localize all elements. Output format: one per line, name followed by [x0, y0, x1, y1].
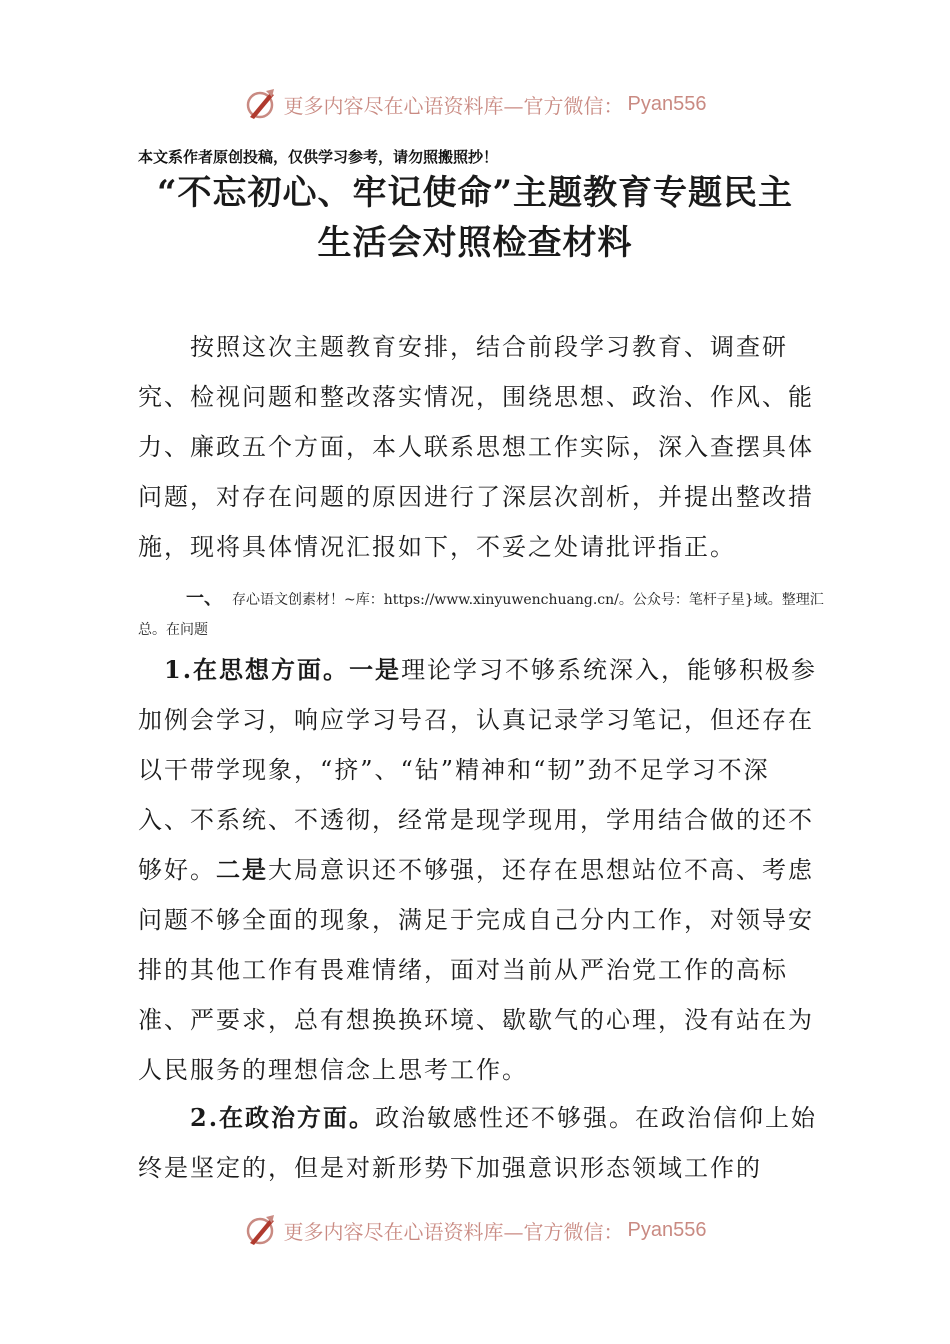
document-title [0, 168, 950, 268]
item-2-text: 政治敏感性还不够强。在政治信仰上始终是坚定的，但是对新形势下加强意识形态领域工作的 [138, 1104, 818, 1182]
pen-logo-icon [244, 1213, 278, 1247]
section-heading [138, 584, 838, 645]
item-2-heading: 2.在政治方面。 [190, 1103, 376, 1132]
item-1-heading: 1.在思想方面。 [164, 655, 350, 684]
banner-wechat-id: Pyan556 [627, 1218, 707, 1241]
banner-text: 更多内容尽在心语资料库—官方微信： [283, 93, 624, 118]
item-1-second-label: 二是 [216, 855, 268, 884]
footer-watermark-banner [0, 1210, 950, 1250]
item-1-paragraph [138, 645, 818, 1095]
item-1-first-text: 理论学习不够系统深入，能够积极参加例会学习，响应学习号召，认真记录学习笔记，但还存在以干带学现象，“挤”、“钻”精神和“韧”劲不足学习不深入、不系统、不透彻，经常是现学现用，学用结合做的还不够好。 [138, 656, 818, 884]
copyright-notice: 本文系作者原创投稿，仅供学习参考，请勿照搬照抄！ [138, 148, 499, 166]
intro-paragraph: 按照这次主题教育安排，结合前段学习教育、调查研究、检视问题和整改落实情况，围绕思想、政治、作风、能力、廉政五个方面，本人联系思想工作实际，深入查摆具体问题，对存在问题的原因进行了深层次剖析，并提出整改措施，现将具体情况汇报如下，不妥之处请批评指正。 [138, 333, 814, 561]
section-number: 一、 [186, 588, 222, 609]
item-1-second-text: 大局意识还不够强，还存在思想站位不高、考虑问题不够全面的现象，满足于完成自己分内工作，对领导安排的其他工作有畏难情绪，面对当前从严治党工作的高标准、严要求，总有想换换环境、歇歇气的心理，没有站在为人民服务的理想信念上思考工作。 [138, 856, 814, 1084]
banner-text: 更多内容尽在心语资料库—官方微信： [283, 1219, 624, 1244]
pen-logo-icon [244, 87, 278, 121]
banner-wechat-id: Pyan556 [627, 92, 707, 115]
section-text: 存心语文创素材！~库：https://www.xinyuwenchuang.cn/。公众号：笔杆子星}域。整理汇总。在问题 [138, 592, 824, 638]
item-2-paragraph [138, 1093, 818, 1193]
header-watermark-banner [0, 84, 950, 124]
title-line-2: 生活会对照检查材料 [317, 223, 633, 263]
item-1-first-label: 一是 [349, 655, 402, 684]
title-line-1: “不忘初心、牢记使命”主题教育专题民主 [156, 173, 794, 213]
